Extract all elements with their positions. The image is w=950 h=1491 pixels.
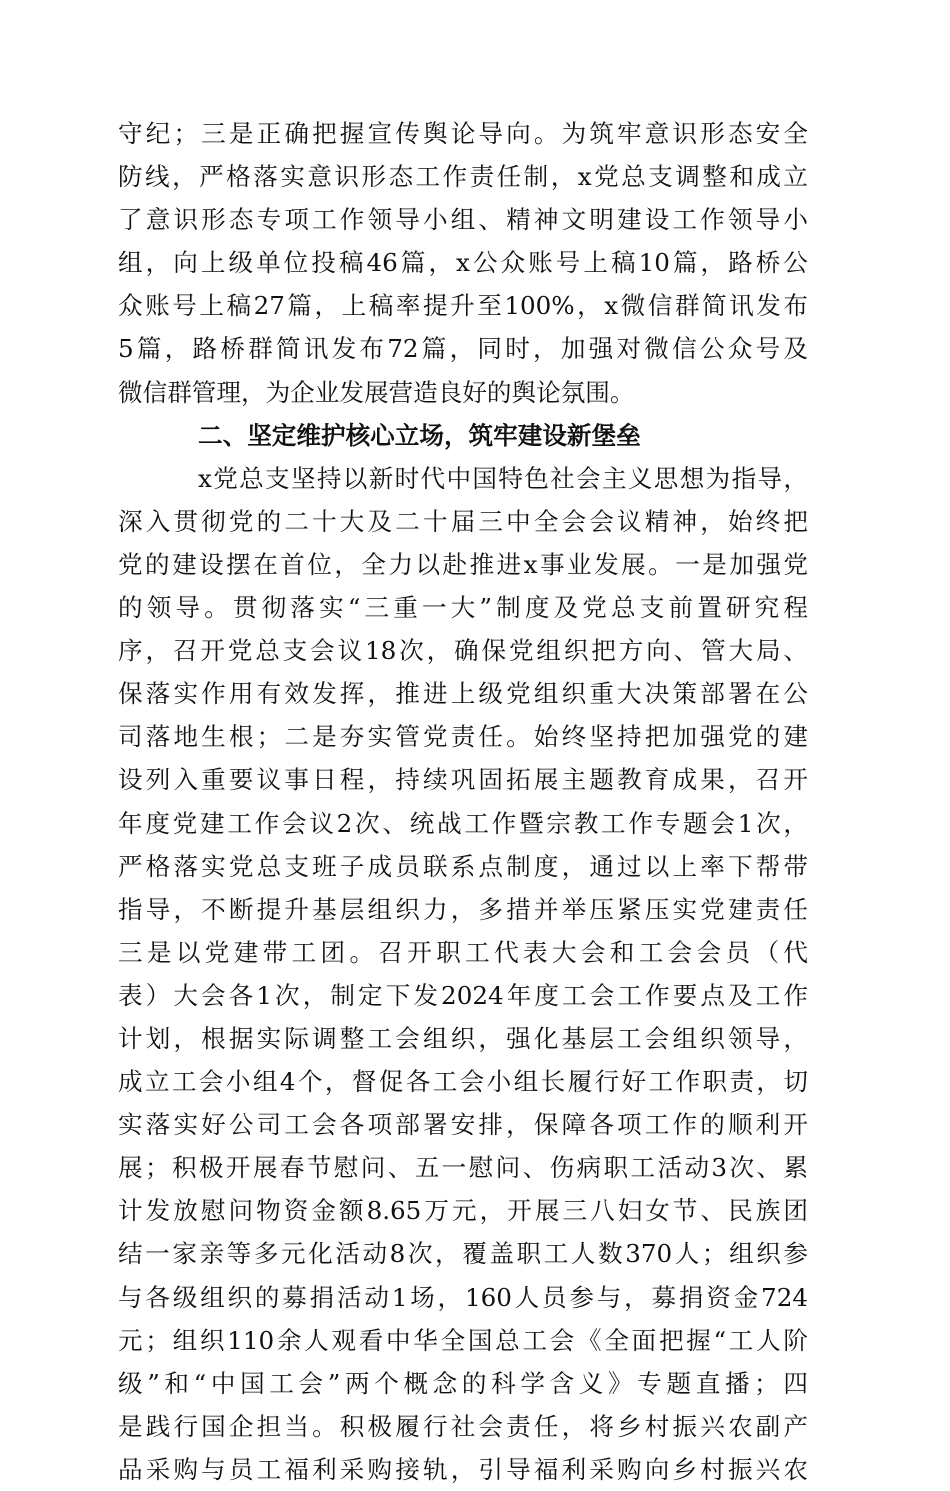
text-line: 的领导。贯彻落实“三重一大”制度及党总支前置研究程 xyxy=(118,593,808,623)
text-line: 展；积极开展春节慰问、五一慰问、伤病职工活动3次、累 xyxy=(118,1153,808,1183)
text-line: 计划，根据实际调整工会组织，强化基层工会组织领导， xyxy=(118,1023,808,1053)
text-line: 防线，严格落实意识形态工作责任制，x党总支调整和成立 xyxy=(118,162,808,192)
section-heading: 二、坚定维护核心立场，筑牢建设新堡垒 xyxy=(198,420,641,450)
text-line: 设列入重要议事日程，持续巩固拓展主题教育成果，召开 xyxy=(118,765,808,795)
text-line: 是践行国企担当。积极履行社会责任，将乡村振兴农副产 xyxy=(118,1411,808,1441)
text-line: 品采购与员工福利采购接轨，引导福利采购向乡村振兴农 xyxy=(118,1454,808,1484)
paragraph-2 xyxy=(118,457,808,1491)
text-line: 实落实好公司工会各项部署安排，保障各项工作的顺利开 xyxy=(118,1110,808,1140)
text-line: 序，召开党总支会议18次，确保党组织把方向、管大局、 xyxy=(118,636,808,666)
text-line: 三是以党建带工团。召开职工代表大会和工会会员（代 xyxy=(118,937,808,967)
text-line: 守纪；三是正确把握宣传舆论导向。为筑牢意识形态安全 xyxy=(118,119,808,148)
text-line: 了意识形态专项工作领导小组、精神文明建设工作领导小 xyxy=(118,205,808,235)
text-line: 级”和“中国工会”两个概念的科学含义》专题直播；四 xyxy=(118,1368,808,1398)
text-line: 司落地生根；二是夯实管党责任。始终坚持把加强党的建 xyxy=(118,722,808,752)
text-line: 与各级组织的募捐活动1场，160人员参与，募捐资金724 xyxy=(118,1282,808,1312)
text-line: 结一家亲等多元化活动8次，覆盖职工人数370人；组织参 xyxy=(118,1239,808,1269)
text-line: 计发放慰问物资金额8.65万元，开展三八妇女节、民族团 xyxy=(118,1196,808,1226)
text-line: 组，向上级单位投稿46篇，x公众账号上稿10篇，路桥公 xyxy=(118,248,808,278)
text-line: 众账号上稿27篇，上稿率提升至100%，x微信群简讯发布 xyxy=(118,291,808,321)
text-line: 元；组织110余人观看中华全国总工会《全面把握“工人阶 xyxy=(118,1325,808,1355)
text-line: 指导，不断提升基层组织力，多措并举压紧压实党建责任 xyxy=(118,894,808,924)
text-line: x党总支坚持以新时代中国特色社会主义思想为指导， xyxy=(198,463,808,493)
text-line: 表）大会各1次，制定下发2024年度工会工作要点及工作 xyxy=(118,980,808,1010)
text-line: 微信群管理，为企业发展营造良好的舆论氛围。 xyxy=(118,377,635,407)
paragraph-1 xyxy=(118,112,808,414)
text-line: 严格落实党总支班子成员联系点制度，通过以上率下帮带 xyxy=(118,851,808,881)
text-line: 保落实作用有效发挥，推进上级党组织重大决策部署在公 xyxy=(118,679,808,709)
text-line: 5篇，路桥群简讯发布72篇，同时，加强对微信公众号及 xyxy=(118,334,808,364)
text-line: 深入贯彻党的二十大及二十届三中全会会议精神，始终把 xyxy=(118,506,808,536)
text-line: 成立工会小组4个，督促各工会小组长履行好工作职责，切 xyxy=(118,1067,808,1097)
document-page xyxy=(118,112,808,1491)
text-line: 年度党建工作会议2次、统战工作暨宗教工作专题会1次， xyxy=(118,808,808,838)
text-line: 党的建设摆在首位，全力以赴推进x事业发展。一是加强党 xyxy=(118,549,808,579)
